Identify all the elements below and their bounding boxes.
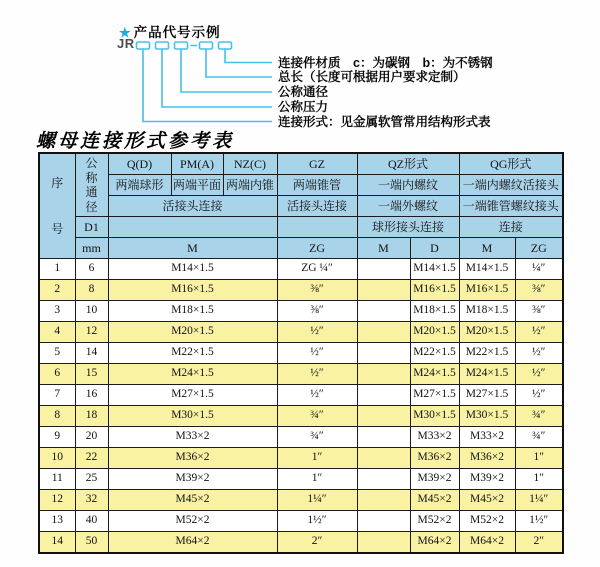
cell-qg_m: M64×2 [459,532,515,554]
label-nominal-pressure: 公称压力 [278,100,329,114]
cell-dn: 18 [75,406,108,427]
cell-m: M36×2 [108,448,277,469]
header-col-q: Q(D) [108,153,171,175]
code-prefix: JR [117,36,135,51]
cell-qz_m [357,364,410,385]
cell-dn: 32 [75,490,108,511]
cell-dn: 25 [75,469,108,490]
header-blank-gz [277,217,357,238]
cell-m: M64×2 [108,532,277,554]
cell-qz_d: M39×2 [410,469,459,490]
cell-qg_zg: ½″ [515,364,563,385]
cell-dn: 14 [75,343,108,364]
cell-m: M30×1.5 [108,406,277,427]
header-gz-desc: 两端锥管 [277,175,357,196]
cell-m: M14×1.5 [108,259,277,280]
cell-zg: ¾″ [277,427,357,448]
table-row [39,532,563,554]
cell-qg_m: M16×1.5 [459,280,515,301]
cell-dn: 50 [75,532,108,554]
cell-no: 12 [39,490,75,511]
cell-qz_d: M45×2 [410,490,459,511]
cell-dn: 10 [75,301,108,322]
header-gz-connection: 活接头连接 [277,196,357,217]
cell-dn: 8 [75,280,108,301]
cell-qg_zg: ½″ [515,322,563,343]
cell-no: 2 [39,280,75,301]
cell-m: M45×2 [108,490,277,511]
label-nominal-diameter: 公称通径 [278,85,329,99]
cell-no: 13 [39,511,75,532]
cell-qg_zg: 1″ [515,469,563,490]
cell-qg_m: M20×1.5 [459,322,515,343]
leader-line-pn [162,49,272,107]
cell-dn: 22 [75,448,108,469]
code-box-4 [200,42,213,49]
cell-zg: ZG ¼″ [277,259,357,280]
header-q-desc: 两端球形 [108,175,171,196]
table-row [39,469,563,490]
cell-qg_zg: ¾″ [515,406,563,427]
label-total-length: 总长（长度可根据用户要求定制） [278,70,466,84]
table-row [39,280,563,301]
cell-zg: 2″ [277,532,357,554]
cell-m: M22×1.5 [108,343,277,364]
cell-qz_m [357,322,410,343]
header-qz-connection: 球形接头连接 [357,217,459,238]
cell-zg: ¾″ [277,406,357,427]
label-connection-form: 连接形式：见金属软管常用结构形式表 [278,115,491,129]
cell-qg_m: M52×2 [459,511,515,532]
cell-qz_m [357,259,410,280]
cell-qg_m: M33×2 [459,427,515,448]
header-blank-left [108,217,277,238]
header-mm: mm [75,238,108,259]
cell-qz_m [357,280,410,301]
table-row [39,511,563,532]
cell-qg_m: M14×1.5 [459,259,515,280]
cell-qz_d: M33×2 [410,427,459,448]
header-unit-d: D [410,238,459,259]
code-box-1 [137,42,150,49]
cell-zg: ½″ [277,364,357,385]
cell-qg_m: M24×1.5 [459,364,515,385]
header-qz-desc2: 一端外螺纹 [357,196,459,217]
cell-qg_zg: ⅜″ [515,301,563,322]
cell-zg: 1¼″ [277,490,357,511]
cell-qg_m: M27×1.5 [459,385,515,406]
header-qz-desc1: 一端内螺纹 [357,175,459,196]
cell-m: M18×1.5 [108,301,277,322]
cell-zg: 1½″ [277,511,357,532]
header-seq: 序号 [39,153,75,259]
cell-qz_d: M20×1.5 [410,322,459,343]
cell-qz_m [357,385,410,406]
cell-m: M33×2 [108,427,277,448]
cell-qz_d: M64×2 [410,532,459,554]
cell-qz_m [357,469,410,490]
cell-no: 7 [39,385,75,406]
cell-qg_m: M22×1.5 [459,343,515,364]
leader-line-material [225,49,272,63]
cell-qz_d: M24×1.5 [410,364,459,385]
label-connector-material: 连接件材质 c：为碳钢 b：为不锈钢 [278,56,493,70]
leader-line-dn [181,49,272,92]
cell-qz_d: M36×2 [410,448,459,469]
header-unit-zg1: ZG [277,238,357,259]
header-nz-desc: 两端内锥 [223,175,277,196]
cell-qg_zg: ½″ [515,343,563,364]
header-unit-m3: M [459,238,515,259]
header-d1: D1 [75,217,108,238]
example-heading-text: 产品代号示例 [133,25,221,40]
cell-qz_d: M52×2 [410,511,459,532]
cell-qz_m [357,511,410,532]
cell-qg_m: M39×2 [459,469,515,490]
header-unit-m2: M [357,238,410,259]
cell-zg: ½″ [277,385,357,406]
cell-qz_m [357,301,410,322]
table-row [39,343,563,364]
cell-dn: 12 [75,322,108,343]
code-box-5 [219,42,232,49]
cell-qg_m: M18×1.5 [459,301,515,322]
cell-zg: ½″ [277,322,357,343]
cell-zg: ½″ [277,343,357,364]
table-row [39,322,563,343]
header-col-qg: QG形式 [459,153,563,175]
table-row [39,406,563,427]
cell-qz_m [357,427,410,448]
cell-m: M20×1.5 [108,322,277,343]
cell-zg: 1″ [277,448,357,469]
cell-dn: 15 [75,364,108,385]
cell-no: 4 [39,322,75,343]
cell-qz_d: M16×1.5 [410,280,459,301]
table-row [39,448,563,469]
cell-dn: 16 [75,385,108,406]
cell-m: M16×1.5 [108,280,277,301]
table-row [39,301,563,322]
cell-no: 1 [39,259,75,280]
cell-qz_m [357,343,410,364]
cell-qz_m [357,490,410,511]
header-unit-m1: M [108,238,277,259]
star-icon: ★ [119,25,132,40]
cell-no: 11 [39,469,75,490]
cell-m: M39×2 [108,469,277,490]
cell-no: 14 [39,532,75,554]
cell-m: M52×2 [108,511,277,532]
header-qg-desc2: 一端锥管螺纹接头 [459,196,563,217]
cell-no: 10 [39,448,75,469]
cell-qz_d: M18×1.5 [410,301,459,322]
table-header [39,153,563,259]
header-col-gz: GZ [277,153,357,175]
table-row [39,385,563,406]
cell-no: 6 [39,364,75,385]
cell-qg_zg: 1¼″ [515,490,563,511]
cell-qg_zg: 2″ [515,532,563,554]
table-body [39,259,563,554]
cell-qg_m: M45×2 [459,490,515,511]
cell-qz_d: M22×1.5 [410,343,459,364]
nut-connection-reference-table [38,152,564,554]
cell-qz_d: M27×1.5 [410,385,459,406]
cell-zg: ⅜″ [277,301,357,322]
cell-qz_d: M14×1.5 [410,259,459,280]
table-row [39,364,563,385]
cell-m: M24×1.5 [108,364,277,385]
header-nominal-diameter: 公称通径 [75,153,108,217]
header-qg-connection: 连接 [459,217,563,238]
table-title: 螺母连接形式参考表 [36,131,235,152]
header-qg-desc1: 一端内螺纹活接头 [459,175,563,196]
cell-m: M27×1.5 [108,385,277,406]
cell-qz_m [357,532,410,554]
cell-dn: 40 [75,511,108,532]
cell-qz_d: M30×1.5 [410,406,459,427]
cell-qg_m: M30×1.5 [459,406,515,427]
cell-zg: 1″ [277,469,357,490]
cell-qz_m [357,448,410,469]
cell-dn: 20 [75,427,108,448]
cell-qg_zg: ½″ [515,385,563,406]
table-row [39,427,563,448]
cell-no: 3 [39,301,75,322]
cell-qg_zg: ¼″ [515,259,563,280]
cell-qg_zg: ¾″ [515,427,563,448]
cell-no: 5 [39,343,75,364]
header-pm-desc: 两端平面 [171,175,223,196]
cell-qg_zg: 1″ [515,448,563,469]
header-col-nz: NZ(C) [223,153,277,175]
header-unit-zg2: ZG [515,238,563,259]
cell-qg_zg: 1½″ [515,511,563,532]
table-row [39,490,563,511]
table-row [39,259,563,280]
header-union-connection: 活接头连接 [108,196,277,217]
code-box-3 [175,42,188,49]
cell-no: 9 [39,427,75,448]
code-box-2 [156,42,169,49]
header-col-pm: PM(A) [171,153,223,175]
cell-zg: ⅜″ [277,280,357,301]
header-col-qz: QZ形式 [357,153,459,175]
cell-qg_m: M36×2 [459,448,515,469]
cell-dn: 6 [75,259,108,280]
cell-qg_zg: ⅜″ [515,280,563,301]
cell-qz_m [357,406,410,427]
cell-no: 8 [39,406,75,427]
